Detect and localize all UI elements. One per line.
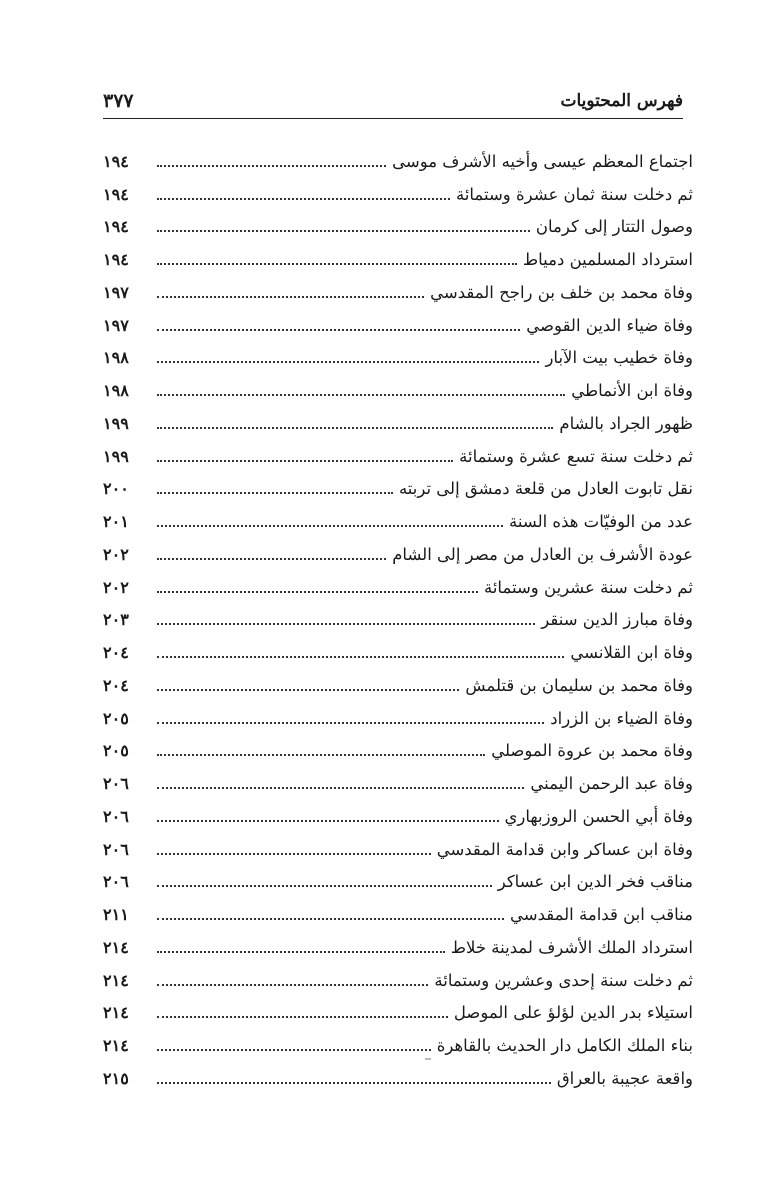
toc-entry xyxy=(103,767,693,800)
toc-entry-title: ثم دخلت سنة عشرين وستمائة xyxy=(483,577,693,597)
toc-entry-title: وصول التتار إلى كرمان xyxy=(535,217,693,237)
running-header xyxy=(103,86,683,116)
toc-entry xyxy=(103,702,693,735)
dot-leader xyxy=(157,360,539,363)
dot-leader xyxy=(157,1081,551,1084)
toc-entry xyxy=(103,374,693,407)
toc-entry-title: استرداد المسلمين دمياط xyxy=(522,250,693,270)
toc-entry-title: وفاة الضياء بن الزراد xyxy=(550,708,693,728)
dot-leader xyxy=(157,622,535,625)
dot-leader xyxy=(157,590,478,593)
toc-entry xyxy=(103,538,693,571)
toc-entry xyxy=(103,800,693,833)
toc-entry-title: عدد من الوفيّات هذه السنة xyxy=(509,512,693,532)
toc-entry-page: ٢٠٢ xyxy=(103,544,129,564)
dot-leader xyxy=(157,197,450,200)
toc-entry-title: وفاة محمد بن عروة الموصلي xyxy=(491,741,693,761)
toc-entry xyxy=(103,636,693,669)
toc-entry-page: ٢١٥ xyxy=(103,1068,129,1088)
toc-entry-page: ١٩٤ xyxy=(103,151,129,171)
toc-entry-title: وفاة ضياء الدين القوصي xyxy=(526,315,693,335)
dot-leader xyxy=(157,328,520,331)
toc-entry-page: ٢٠٠ xyxy=(103,479,129,499)
toc-entry xyxy=(103,669,693,702)
toc-entry xyxy=(103,505,693,538)
toc-entry-page: ٢٠٤ xyxy=(103,643,129,663)
toc-entry-page: ١٩٤ xyxy=(103,217,129,237)
dot-leader xyxy=(157,491,393,494)
toc-entry xyxy=(103,243,693,276)
toc-entry-title: وفاة ابن القلانسي xyxy=(570,643,693,663)
dot-leader xyxy=(157,393,565,396)
toc-entry-title: اجتماع المعظم عيسى وأخيه الأشرف موسى xyxy=(392,151,693,171)
toc-entry xyxy=(103,309,693,342)
toc-entry-page: ١٩٩ xyxy=(103,413,129,433)
toc-entry-page: ٢١٤ xyxy=(103,970,129,990)
dot-leader xyxy=(157,426,553,429)
toc-entry-title: وفاة ابن الأنماطي xyxy=(571,381,693,401)
toc-entry-page: ٢٠١ xyxy=(103,512,129,532)
header-rule xyxy=(103,118,683,119)
header-title: فهرس المحتويات xyxy=(560,91,683,111)
toc-entry-page: ٢١٤ xyxy=(103,1003,129,1023)
dot-leader xyxy=(157,295,424,298)
dot-leader xyxy=(157,753,485,756)
toc-entry-title: استيلاء بدر الدين لؤلؤ على الموصل xyxy=(453,1003,693,1023)
toc-entry-title: وفاة خطيب بيت الآبار xyxy=(545,348,693,368)
toc-entry-page: ٢٠٥ xyxy=(103,708,129,728)
toc-entry-title: استرداد الملك الأشرف لمدينة خلاط xyxy=(450,937,693,957)
dot-leader xyxy=(157,1048,431,1051)
toc-entry-title: وفاة محمد بن خلف بن راجح المقدسي xyxy=(430,282,693,302)
toc-entry xyxy=(103,964,693,997)
toc-entry xyxy=(103,1062,693,1095)
toc-entry-title: وفاة مبارز الدين سنقر xyxy=(541,610,693,630)
toc-entry xyxy=(103,407,693,440)
toc-entry-page: ٢٠٦ xyxy=(103,839,129,859)
toc-entry-title: مناقب ابن قدامة المقدسي xyxy=(510,905,693,925)
toc-entry-title: ثم دخلت سنة ثمان عشرة وستمائة xyxy=(455,184,693,204)
toc-entry-page: ١٩٧ xyxy=(103,282,129,302)
dot-leader xyxy=(157,950,445,953)
toc-entry-title: وفاة محمد بن سليمان بن قتلمش xyxy=(465,675,693,695)
toc-entry-page: ٢٠٥ xyxy=(103,741,129,761)
toc-entry-page: ٢٠٦ xyxy=(103,774,129,794)
toc-entry-title: ثم دخلت سنة إحدى وعشرين وستمائة xyxy=(434,970,693,990)
dot-leader xyxy=(157,884,492,887)
dot-leader xyxy=(157,655,564,658)
dot-leader xyxy=(157,786,524,789)
toc-entry xyxy=(103,997,693,1030)
toc-entry xyxy=(103,440,693,473)
dot-leader xyxy=(157,557,386,560)
toc-entry xyxy=(103,866,693,899)
toc-entry xyxy=(103,276,693,309)
dot-leader xyxy=(157,229,530,232)
dot-leader xyxy=(157,459,453,462)
toc-entry-page: ١٩٤ xyxy=(103,184,129,204)
toc-entry-title: عودة الأشرف بن العادل من مصر إلى الشام xyxy=(392,544,693,564)
dot-leader xyxy=(157,819,499,822)
toc-entry xyxy=(103,833,693,866)
toc-entry-page: ١٩٤ xyxy=(103,250,129,270)
toc-entry xyxy=(103,473,693,506)
toc-entry xyxy=(103,898,693,931)
toc-entry xyxy=(103,211,693,244)
toc-entry-page: ٢١١ xyxy=(103,905,129,925)
toc-entry xyxy=(103,145,693,178)
toc-entry-page: ٢١٤ xyxy=(103,937,129,957)
toc-entry-page: ٢٠٦ xyxy=(103,872,129,892)
dot-leader xyxy=(157,1015,448,1018)
dot-leader xyxy=(157,721,544,724)
toc-entry-page: ١٩٨ xyxy=(103,348,129,368)
toc-entry xyxy=(103,1029,693,1062)
dot-leader xyxy=(157,983,428,986)
toc-entry-page: ٢٠٤ xyxy=(103,675,129,695)
toc-entry-title: وفاة عبد الرحمن اليمني xyxy=(530,774,693,794)
scan-speck xyxy=(425,1058,431,1060)
toc-entry-title: ظهور الجراد بالشام xyxy=(559,413,693,433)
toc-entry-title: وفاة أبي الحسن الروزبهاري xyxy=(504,806,693,826)
dot-leader xyxy=(157,524,503,527)
toc-entry xyxy=(103,735,693,768)
toc-entry-title: مناقب فخر الدين ابن عساكر xyxy=(497,872,693,892)
toc-entry xyxy=(103,931,693,964)
dot-leader xyxy=(157,852,431,855)
toc-entry xyxy=(103,604,693,637)
toc-entry-page: ٢٠٣ xyxy=(103,610,129,630)
toc-entry xyxy=(103,178,693,211)
dot-leader xyxy=(157,164,386,167)
toc-list xyxy=(103,145,693,1095)
dot-leader xyxy=(157,917,504,920)
dot-leader xyxy=(157,688,459,691)
toc-entry-page: ٢٠٢ xyxy=(103,577,129,597)
toc-entry-title: ثم دخلت سنة تسع عشرة وستمائة xyxy=(459,446,693,466)
toc-entry-page: ١٩٩ xyxy=(103,446,129,466)
toc-entry-page: ٢١٤ xyxy=(103,1036,129,1056)
toc-entry xyxy=(103,342,693,375)
toc-entry-title: بناء الملك الكامل دار الحديث بالقاهرة xyxy=(436,1036,693,1056)
toc-entry-title: نقل تابوت العادل من قلعة دمشق إلى تربته xyxy=(398,479,693,499)
toc-entry-title: وفاة ابن عساكر وابن قدامة المقدسي xyxy=(436,839,693,859)
toc-entry-page: ٢٠٦ xyxy=(103,806,129,826)
toc-entry xyxy=(103,571,693,604)
toc-entry-page: ١٩٨ xyxy=(103,381,129,401)
dot-leader xyxy=(157,262,517,265)
page-number: ٣٧٧ xyxy=(103,90,134,112)
toc-entry-title: واقعة عجيبة بالعراق xyxy=(556,1068,693,1088)
toc-entry-page: ١٩٧ xyxy=(103,315,129,335)
